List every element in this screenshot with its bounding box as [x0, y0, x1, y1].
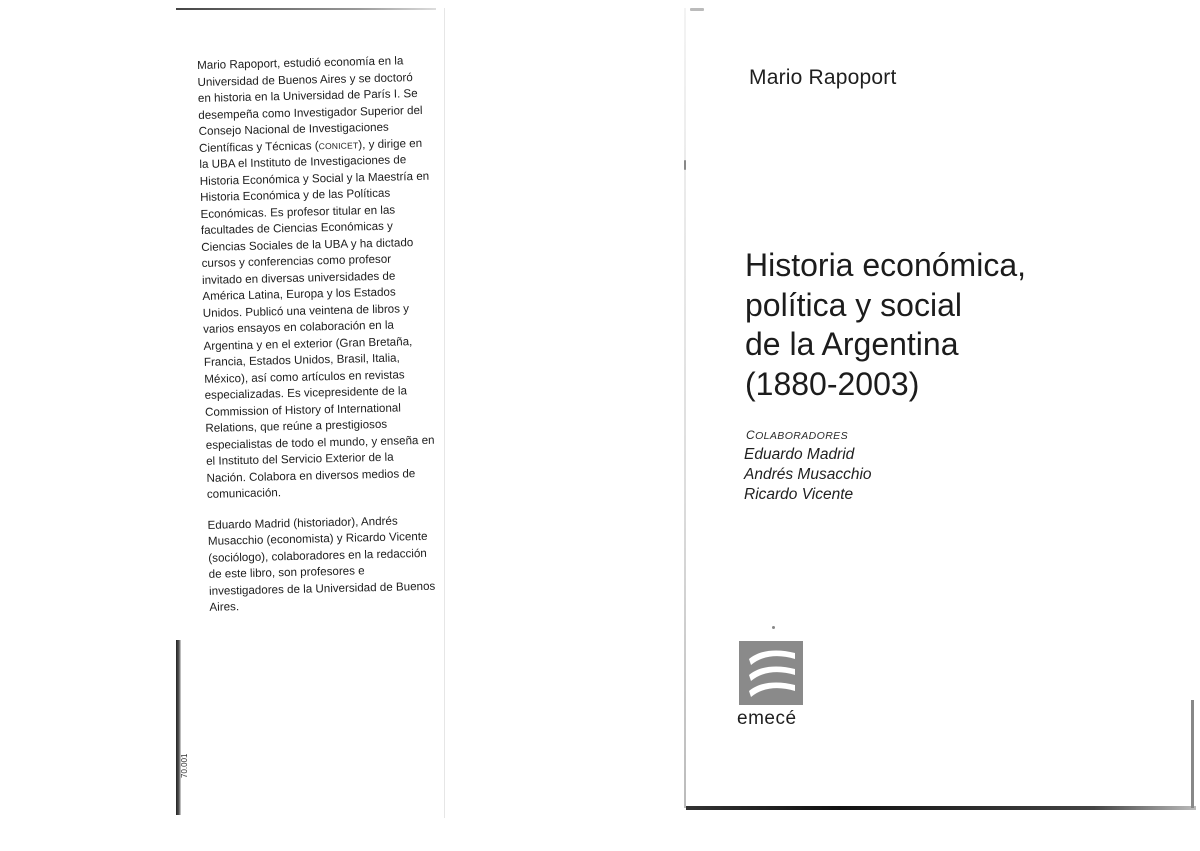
collaborators-label: [746, 428, 848, 442]
bio-text-part-1: Mario Rapoport, estudió economía en la Universidad de Buenos Aires y se doctoró en historia en la Universidad de París I. Se desempeña como Investigador Superior del Consejo Nacional de Investigaciones Científicas y Técnicas (: [197, 54, 423, 155]
collaborator-name: Ricardo Vicente: [744, 486, 854, 503]
conicet-acronym: CONICET: [318, 139, 359, 151]
title-page-right-edge: [1191, 700, 1194, 808]
emece-wave-logo-icon: [739, 641, 803, 705]
title-page-bottom-edge: [686, 806, 1196, 810]
author-biography: [197, 53, 440, 631]
book-title: [745, 246, 1045, 404]
title-line: (1880-2003): [745, 365, 920, 402]
scan-speck: [690, 8, 704, 11]
flap-top-edge: [176, 8, 436, 10]
bio-text-part-2: ), y dirige en la UBA el Instituto de Investigaciones de Historia Económica y Social y la Maestría en Historia Económica y de las Políticas Económicas. Es profesor titular en las facultades de Ciencias Económicas y Ciencias Sociales de la UBA y ha dictado cursos y conferencias como profesor invitado en diversas universidades de América Latina, Europa y los Estados Unidos. Publicó una veintena de libros y varios ensayos en colaboración en la Argentina y en el exterior (Gran Bretaña, Francia, Estados Unidos, Brasil, Italia, México), así como artículos en revistas especializadas. Es vicepresidente de la Commission of History of International Relations, que reúne a prestigiosos especialistas de todo el mundo, y enseña en el Instituto del Servicio Exterior de la Nación. Colabora en diversos medios de comunicación.: [199, 136, 435, 501]
flap-fold-line: [444, 8, 445, 818]
title-line: política y social: [745, 286, 962, 323]
collaborators-label-initial: C: [746, 428, 756, 442]
collaborator-name: Andrés Musacchio: [744, 466, 872, 483]
bio-paragraph-1: [197, 53, 437, 504]
scan-speck: [772, 626, 775, 629]
title-page-left-edge: [684, 8, 686, 808]
publisher-name: emecé: [737, 708, 797, 729]
scan-speck: [684, 160, 686, 170]
title-line: de la Argentina: [745, 326, 959, 362]
collaborators-list: [744, 445, 872, 505]
flap-left-edge: [176, 640, 181, 815]
title-line: Historia económica,: [745, 247, 1026, 283]
bio-paragraph-2: Eduardo Madrid (historiador), Andrés Musacchio (economista) y Ricardo Vicente (sociólogo), colaboradores en la redacción de este libro, son profesores e investigadores de la Universidad de Buenos Aires.: [207, 514, 436, 614]
catalog-number: 70.001: [180, 753, 189, 778]
author-name: Mario Rapoport: [749, 66, 897, 89]
collaborators-label-rest: OLABORADORES: [755, 430, 848, 442]
collaborator-name: Eduardo Madrid: [744, 446, 855, 463]
